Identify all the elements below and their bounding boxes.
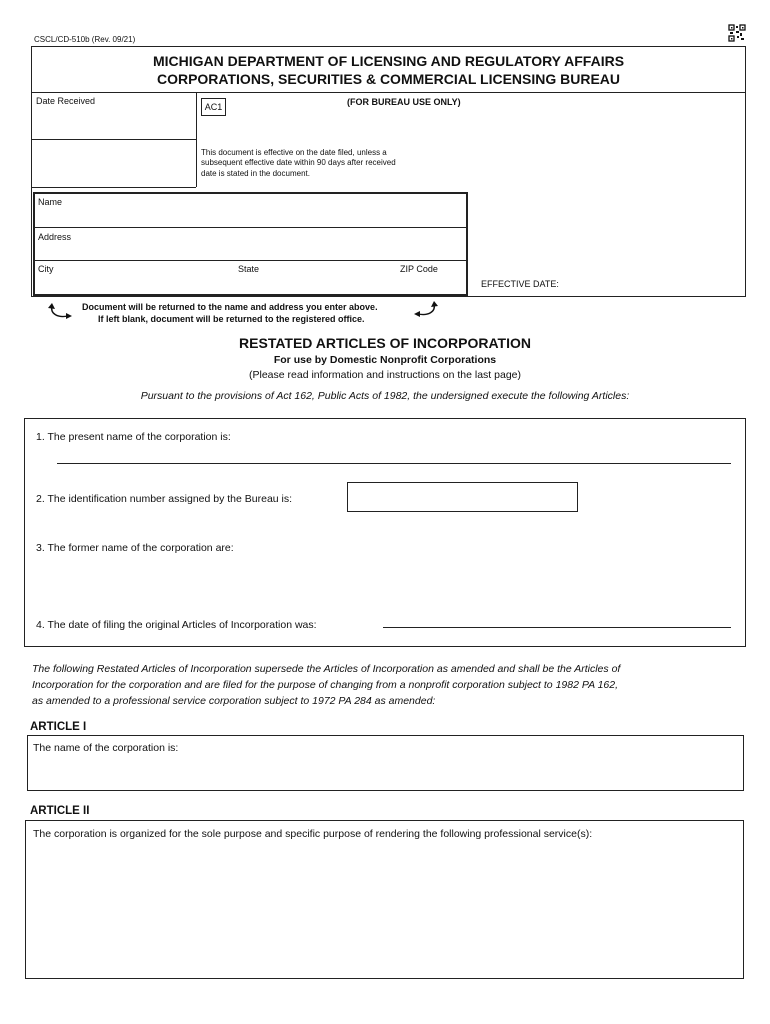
identification-number-field[interactable] (347, 482, 578, 512)
corporation-name-field[interactable] (57, 463, 731, 464)
address-label: Address (38, 232, 72, 242)
effective-note-3: date is stated in the document. (201, 169, 310, 178)
return-note-1: Document will be returned to the name and address you enter above. (82, 302, 378, 312)
item-4-label: 4. The date of filing the original Articles of Incorporation was: (36, 619, 317, 631)
form-title: RESTATED ARTICLES OF INCORPORATION (239, 335, 531, 351)
header-line1: MICHIGAN DEPARTMENT OF LICENSING AND REGULATORY AFFAIRS (152, 53, 625, 69)
filing-date-field[interactable] (383, 627, 731, 628)
article-1-heading: ARTICLE I (30, 721, 87, 733)
form-instructions: (Please read information and instructions on the last page) (249, 369, 521, 381)
return-address-box (33, 192, 468, 296)
article-1-text: The name of the corporation is: (33, 742, 179, 754)
item-2-label: 2. The identification number assigned by the Bureau is: (36, 493, 293, 505)
form-id: CSCL/CD-510b (Rev. 09/21) (34, 35, 136, 44)
zip-label: ZIP Code (400, 264, 438, 274)
item-1-label: 1. The present name of the corporation is: (36, 431, 231, 443)
restated-note-3: as amended to a professional service corporation subject to 1972 PA 284 as amended: (32, 695, 436, 707)
header-line2: CORPORATIONS, SECURITIES & COMMERCIAL LICENSING BUREAU (156, 71, 621, 87)
return-arrow-left-icon (46, 302, 72, 325)
effective-date-label: EFFECTIVE DATE: (481, 279, 559, 289)
article-2-heading: ARTICLE II (30, 805, 90, 817)
city-label: City (38, 264, 54, 274)
name-label: Name (38, 197, 63, 207)
article-2-box[interactable] (25, 820, 744, 979)
restated-note-1: The following Restated Articles of Incorporation supersede the Articles of Incorporation as amended and shall be the Articles of (32, 663, 621, 675)
ac1-box: AC1 (201, 98, 226, 116)
state-label: State (238, 264, 260, 274)
form-subtitle: For use by Domestic Nonprofit Corporations (273, 354, 497, 366)
date-received-label: Date Received (36, 96, 96, 106)
item-3-label: 3. The former name of the corporation are: (36, 542, 234, 554)
article-2-text: The corporation is organized for the sole purpose and specific purpose of rendering the following professional service(s): (33, 828, 593, 840)
qr-code-icon (728, 24, 746, 42)
return-arrow-right-icon (414, 300, 440, 323)
restated-note-2: Incorporation for the corporation and are filed for the purpose of changing from a nonprofit corporation subject to 1982 PA 162, (32, 679, 619, 691)
return-note-2: If left blank, document will be returned to the registered office. (98, 314, 365, 324)
items-box (24, 418, 746, 647)
pursuant-text: Pursuant to the provisions of Act 162, Public Acts of 1982, the undersigned execute the following Articles: (140, 390, 630, 402)
bureau-use-only: (FOR BUREAU USE ONLY) (347, 97, 461, 107)
effective-note-1: This document is effective on the date filed, unless a (201, 148, 387, 157)
effective-note-2: subsequent effective date within 90 days after received (201, 158, 396, 167)
